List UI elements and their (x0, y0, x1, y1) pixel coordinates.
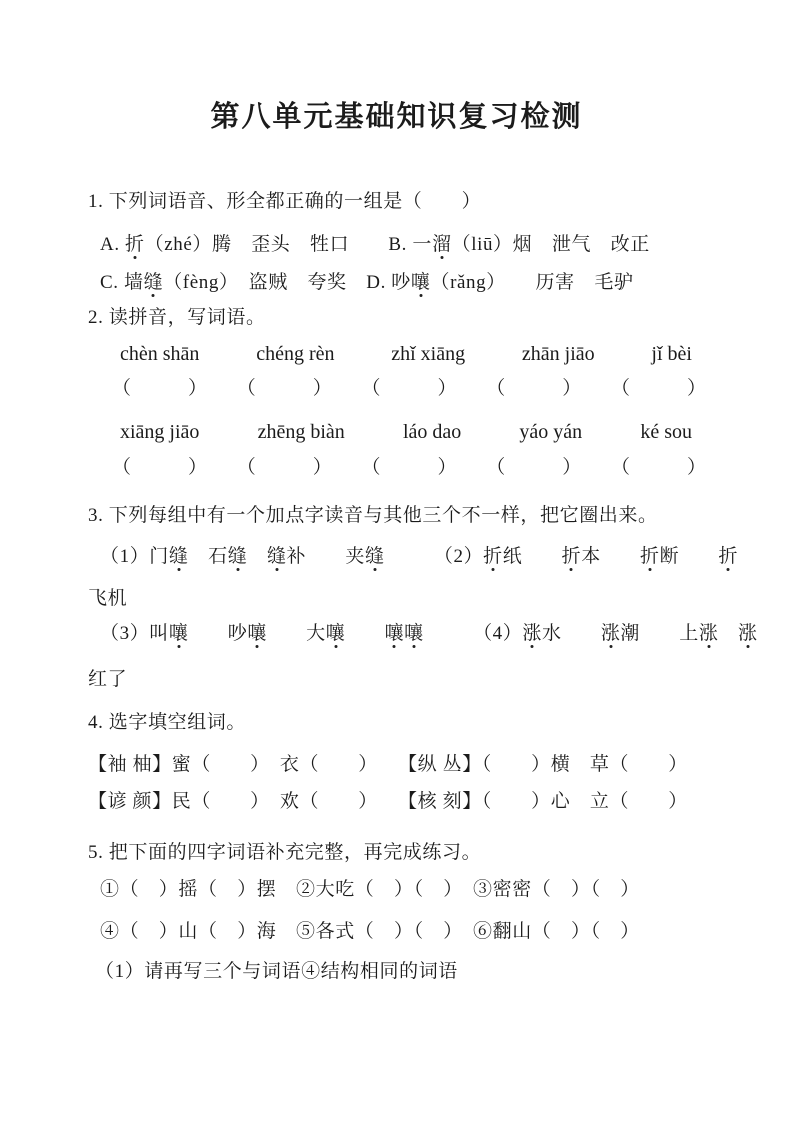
pinyin-word: yáo yán (519, 421, 583, 443)
q3-group-1-2 (100, 543, 738, 570)
q5-stem: 5. 把下面的四字词语补充完整，再完成练习。 (88, 842, 482, 863)
q5-idioms-line-2: ④（ ）山（ ）海 ⑤各式（ ）（ ） ⑥翻山（ ）（ ） (100, 921, 640, 942)
text-segment (345, 623, 384, 644)
dotted-char: 缝 (143, 272, 164, 293)
pinyin-word: ké sou (640, 421, 692, 443)
q2-stem: 2. 读拼音，写词语。 (88, 307, 266, 328)
pinyin-word: chéng rèn (256, 343, 335, 365)
dotted-char: 缝 (168, 546, 189, 567)
q3-stem: 3. 下列每组中有一个加点字读音与其他三个不一样，把它圈出来。 (88, 505, 658, 526)
text-segment (718, 623, 738, 644)
dotted-char: 涨 (698, 623, 719, 644)
text-segment: 潮 上 (620, 623, 699, 644)
answer-blank: （ ） (610, 457, 706, 478)
dotted-char: 嚷 (168, 623, 189, 644)
answer-blank: （ ） (112, 378, 208, 399)
dotted-char: 缝 (364, 546, 385, 567)
q2-pinyin-row-1 (120, 341, 692, 367)
answer-blank: （ ） (112, 457, 208, 478)
text-segment: 纸 (502, 546, 562, 567)
text-segment: （zhé）腾 歪头 牲口 B. 一 (144, 234, 432, 255)
dotted-char: 折 (718, 546, 739, 567)
answer-blank: （ ） (236, 457, 332, 478)
text-segment: 断 (659, 546, 719, 567)
answer-blank: （ ） (361, 378, 457, 399)
q4-choice-line-2: 【谚 颜】民（ ） 欢（ ） 【核 刻】（ ）心 立（ ） (88, 791, 688, 812)
q2-pinyin-row-2 (120, 419, 692, 445)
dotted-char: 缝 (266, 546, 287, 567)
answer-blank: （ ） (361, 457, 457, 478)
text-segment: 水 (542, 623, 601, 644)
dotted-char: 涨 (600, 623, 621, 644)
dotted-char: 嚷 (404, 623, 424, 644)
dotted-char: 折 (125, 234, 145, 255)
q5-subquestion-1: （1）请再写三个与词语④结构相同的词语 (95, 961, 458, 982)
text-segment: 吵 (188, 623, 248, 644)
text-segment: （fèng） 盗贼 夸奖 D. 吵 (163, 272, 411, 293)
text-segment: 石 (188, 546, 228, 567)
pinyin-word: xiāng jiāo (120, 421, 200, 443)
answer-blank: （ ） (486, 378, 582, 399)
text-segment (247, 546, 267, 567)
answer-blank: （ ） (236, 378, 332, 399)
pinyin-word: zhēng biàn (257, 421, 345, 443)
text-segment: 本 (581, 546, 641, 567)
dotted-char: 嚷 (410, 272, 431, 293)
dotted-char: 嚷 (247, 623, 267, 644)
text-segment: （rǎng） 历害 毛驴 (430, 272, 634, 293)
text-segment: （1）门 (100, 546, 169, 567)
pinyin-word: chèn shān (120, 343, 200, 365)
dotted-char: 折 (561, 546, 582, 567)
q4-stem: 4. 选字填空组词。 (88, 712, 247, 733)
text-segment: 补 夹 (286, 546, 365, 567)
q3-group-4-wrap: 红了 (88, 669, 128, 690)
q5-idioms-line-1: ①（ ）摇（ ）摆 ②大吃（ ）（ ） ③密密（ ）（ ） (100, 879, 640, 900)
q2-answer-blanks-row-2 (112, 455, 706, 481)
q1-options-cd (100, 269, 634, 296)
q3-group-2-wrap: 飞机 (88, 588, 128, 609)
pinyin-word: zhān jiāo (521, 343, 595, 365)
text-segment: C. 墙 (100, 272, 144, 293)
text-segment: A. (100, 234, 126, 255)
pinyin-word: zhǐ xiāng (391, 343, 466, 365)
q1-stem: 1. 下列词语音、形全都正确的一组是（ ） (88, 191, 482, 212)
text-segment: （4） (423, 623, 523, 644)
q4-choice-line-1: 【袖 柚】蜜（ ） 衣（ ） 【纵 丛】（ ）横 草（ ） (88, 754, 688, 775)
answer-blank: （ ） (486, 457, 582, 478)
text-segment: 大 (266, 623, 326, 644)
text-segment: （3）叫 (100, 623, 169, 644)
dotted-char: 折 (483, 546, 503, 567)
dotted-char: 嚷 (384, 623, 405, 644)
text-segment: （liū）烟 泄气 改正 (451, 234, 650, 255)
dotted-char: 折 (640, 546, 660, 567)
text-segment: （2） (384, 546, 484, 567)
q2-answer-blanks-row-1 (112, 376, 706, 402)
pinyin-word: jǐ bèi (651, 343, 692, 365)
q1-options-ab (100, 231, 650, 258)
dotted-char: 涨 (738, 623, 758, 644)
page-title: 第八单元基础知识复习检测 (210, 101, 583, 133)
pinyin-word: láo dao (402, 421, 462, 443)
dotted-char: 嚷 (325, 623, 346, 644)
dotted-char: 涨 (522, 623, 542, 644)
q3-group-3-4 (100, 620, 758, 647)
dotted-char: 缝 (227, 546, 248, 567)
dotted-char: 溜 (431, 234, 452, 255)
answer-blank: （ ） (610, 378, 706, 399)
